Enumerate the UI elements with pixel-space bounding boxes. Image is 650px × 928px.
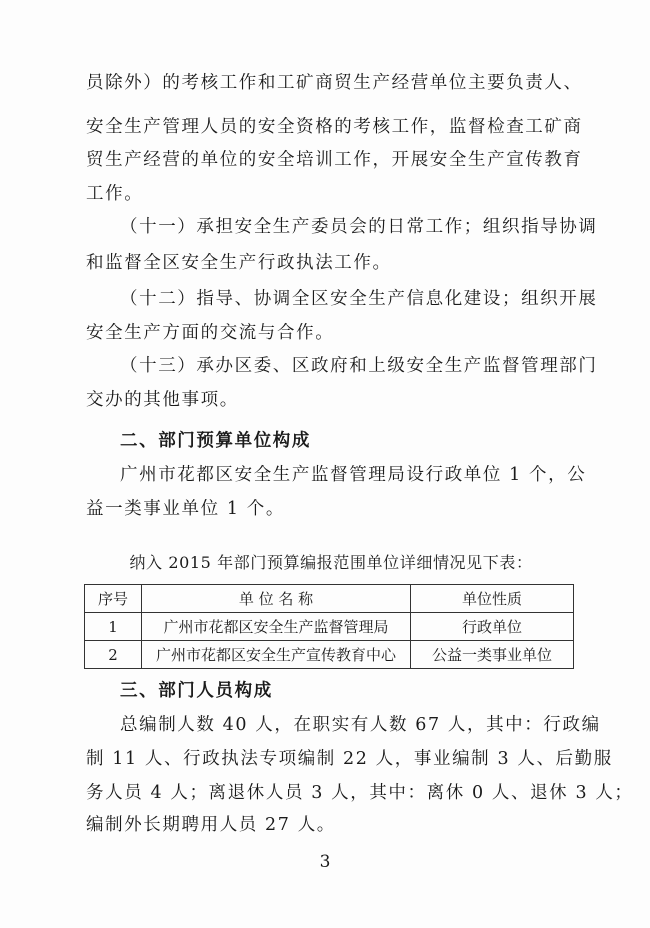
table-header-row [85,585,574,613]
paragraph-line: 和监督全区安全生产行政执法工作。 [86,253,392,273]
paragraph-line: 制 11 人、行政执法专项编制 22 人，事业编制 3 人、后勤服 [86,749,613,769]
paragraph-line: 益一类事业单位 1 个。 [86,499,285,519]
units-table [84,584,574,669]
table-row [85,613,574,641]
paragraph-line: 编制外长期聘用人员 27 人。 [86,815,336,835]
paragraph-line: 总编制人数 40 人，在职实有人数 67 人，其中：行政编 [120,715,601,735]
paragraph-line: 安全生产管理人员的安全资格的考核工作，监督检查工矿商 [86,117,583,137]
column-header: 序号 [85,585,142,613]
paragraph-line: （十二）指导、协调全区安全生产信息化建设；组织开展 [120,289,598,309]
paragraph-line: 交办的其他事项。 [86,390,239,410]
column-header: 单 位 名 称 [142,585,411,613]
table-cell: 广州市花都区安全生产宣传教育中心 [142,641,411,669]
paragraph-line: 广州市花都区安全生产监督管理局设行政单位 1 个，公 [120,465,587,485]
paragraph-line: 务人员 4 人；离退休人员 3 人，其中：离休 0 人、退休 3 人； [86,783,634,803]
table-caption: 纳入 2015 年部门预算编报范围单位详细情况见下表： [129,553,533,572]
table-cell: 2 [85,641,142,669]
column-header: 单位性质 [411,585,574,613]
page-number: 3 [319,852,331,872]
table-row [85,641,574,669]
table-cell: 行政单位 [411,613,574,641]
table-cell: 广州市花都区安全生产监督管理局 [142,613,411,641]
paragraph-line: （十三）承办区委、区政府和上级安全生产监督管理部门 [120,356,598,376]
section-heading: 二、部门预算单位构成 [120,431,311,451]
section-heading: 三、部门人员构成 [120,681,273,701]
paragraph-line: （十一）承担安全生产委员会的日常工作；组织指导协调 [120,217,598,237]
paragraph-line: 安全生产方面的交流与合作。 [86,323,335,343]
paragraph-line: 贸生产经营的单位的安全培训工作，开展安全生产宣传教育 [86,150,583,170]
table-cell: 公益一类事业单位 [411,641,574,669]
table-cell: 1 [85,613,142,641]
paragraph-line: 工作。 [86,184,144,204]
paragraph-line: 员除外）的考核工作和工矿商贸生产经营单位主要负责人、 [86,73,583,93]
